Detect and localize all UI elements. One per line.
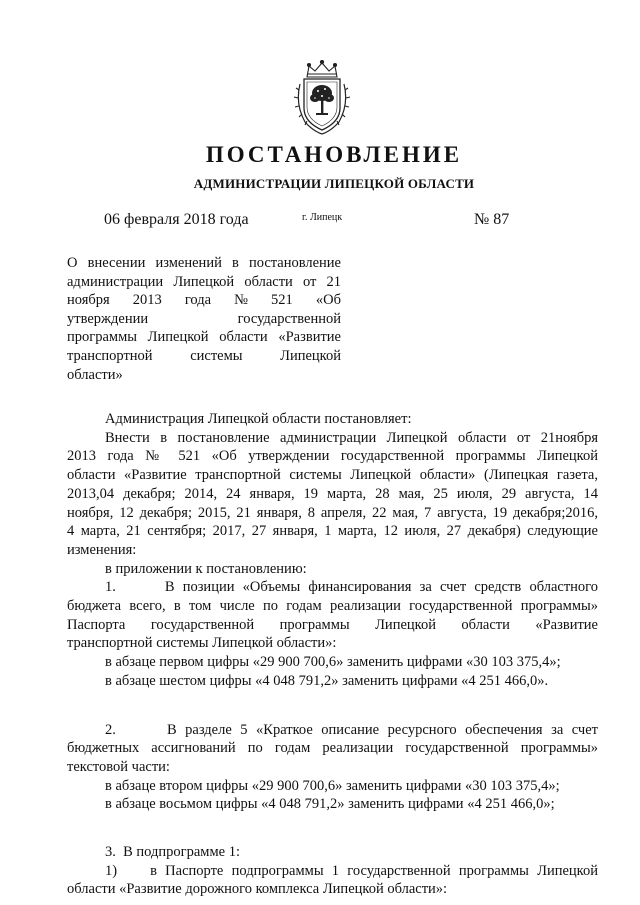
subject-line [67, 291, 341, 310]
item-2-line: текстовой части: [67, 758, 170, 775]
subject-word: утверждении [67, 310, 149, 327]
coat-of-arms-icon [291, 60, 353, 136]
item-2-line: бюджетных ассигнований по годам реализации государственной программы» [67, 740, 598, 757]
body-line: области «Развитие транспортной системы Липецкой области» (Липецкая газета, [67, 467, 598, 484]
body-line: изменения: [67, 541, 137, 558]
body-line: в приложении к постановлению: [105, 560, 307, 577]
document-body [67, 410, 598, 899]
subject-line [67, 310, 341, 329]
preamble-paragraph: Администрация Липецкой области постановляет: [105, 411, 412, 427]
item-2-line: 2. В разделе 5 «Краткое описание ресурсного обеспечения за счет [105, 721, 598, 738]
subject-word: ноября [67, 292, 110, 309]
subject-line [67, 347, 341, 366]
subject-line: О внесении изменений в постановление [67, 255, 341, 271]
item-1-line: Паспорта государственной программы Липецкой области «Развитие [67, 616, 598, 633]
item-1-line: бюджета всего, в том числе по годам реализации государственной программы» [67, 598, 598, 615]
item-1-change-a: в абзаце первом цифры «29 900 700,6» заменить цифрами «30 103 375,4»; [105, 654, 561, 671]
subject-word: года [184, 292, 212, 309]
item-3-heading: 3. В подпрограмме 1: [105, 844, 240, 861]
subject-line: администрации Липецкой области от 21 [67, 273, 341, 290]
subject-word: транспортной [67, 347, 153, 364]
document-date: 06 февраля 2018 года [104, 211, 249, 228]
item-1-line: транспортной системы Липецкой области»: [67, 635, 337, 652]
document-city: г. Липецк [302, 212, 343, 223]
document-title: ПОСТАНОВЛЕНИЕ [205, 142, 463, 167]
body-line: 2013 года № 521 «Об утверждении государственной программы Липецкой [67, 448, 598, 465]
body-line: ноября, 12 декабря; 2015, 21 января, 8 апреля, 22 мая, 7 августа, 19 декабря;2016, [67, 504, 598, 521]
item-2-change-a: в абзаце втором цифры «29 900 700,6» заменить цифрами «30 103 375,4»; [105, 777, 560, 794]
subject-word: Липецкой [280, 347, 341, 364]
body-line: 4 марта, 21 сентября; 2017, 27 января, 1 марта, 12 июля, 27 декабря) следующие [67, 523, 598, 540]
body-line: Внести в постановление администрации Липецкой области от 21ноября [105, 429, 598, 446]
item-3-line: области «Развитие дорожного комплекса Липецкой области»: [67, 881, 448, 898]
subject-word: № [234, 292, 248, 309]
subject-word: системы [190, 347, 243, 364]
document-issuer: АДМИНИСТРАЦИИ ЛИПЕЦКОЙ ОБЛАСТИ [193, 176, 475, 191]
item-1-line: 1. В позиции «Объемы финансирования за счет средств областного [105, 579, 598, 596]
item-1-change-b: в абзаце шестом цифры «4 048 791,2» заменить цифрами «4 251 466,0». [105, 672, 549, 689]
subject-block [67, 254, 341, 384]
subject-line: области» [67, 366, 123, 383]
subject-word: 2013 [132, 292, 162, 309]
subject-line: программы Липецкой области «Развитие [67, 329, 341, 346]
item-2-change-b: в абзаце восьмом цифры «4 048 791,2» заменить цифрами «4 251 466,0»; [105, 796, 555, 813]
subject-word: государственной [237, 310, 341, 327]
subject-word: 521 [271, 292, 293, 309]
item-3-line: 1) в Паспорте подпрограммы 1 государственной программы Липецкой [105, 862, 598, 879]
body-line: 2013,04 декабря; 2014, 24 января, 19 марта, 28 мая, 25 июля, 29 августа, 14 [67, 485, 598, 502]
document-number: № 87 [474, 211, 510, 228]
subject-word: «Об [315, 292, 341, 309]
